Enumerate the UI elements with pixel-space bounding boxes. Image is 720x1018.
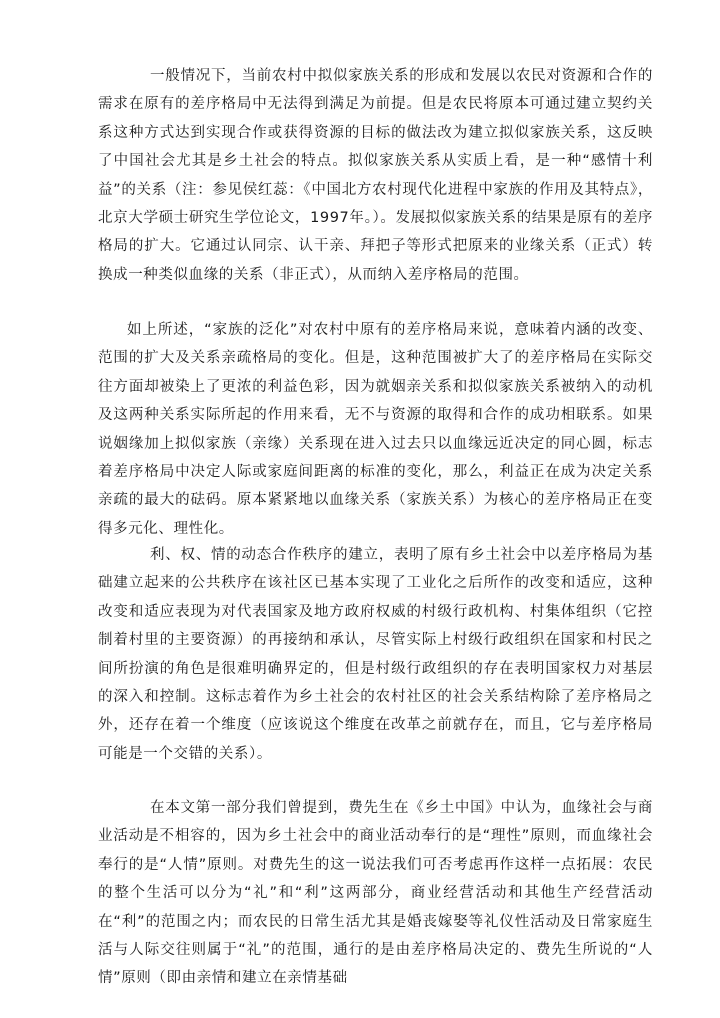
paragraph-1: 一般情况下，当前农村中拟似家族关系的形成和发展以农民对资源和合作的需求在原有的差序格局中无法得到满足为前提。但是农民将原本可通过建立契约关系这种方式达到实现合作或获得资源的目标的做法改为建立拟似家族关系，这反映了中国社会尤其是乡土社会的特点。拟似家族关系从实质上看，是一种“感情十利益”的关系（注：参见侯红蕊：《中国北方农村现代化进程中家族的作用及其特点》，北京大学硕士研究生学位论文，1997年。）。发展拟似家族关系的结果是原有的差序格局的扩大。它通过认同宗、认干亲、拜把子等形式把原来的业缘关系（正式）转换成一种类似血缘的关系（非正式），从而纳入差序格局的范围。 <box>98 68 653 283</box>
paragraph-2: 如上所述，“家族的泛化”对农村中原有的差序格局来说，意味着内涵的改变、范围的扩大及关系亲疏格局的变化。但是，这种范围被扩大了的差序格局在实际交往方面却被染上了更浓的利益色彩，因为就姻亲关系和拟似家族关系被纳入的动机及这两种关系实际所起的作用来看，无不与资源的取得和合作的成功相联系。如果说姻缘加上拟似家族（亲缘）关系现在进入过去只以血缘远近决定的同心圆，标志着差序格局中决定人际或家庭间距离的标准的变化，那么，利益正在成为决定关系亲疏的最大的砝码。原本紧紧地以血缘关系（家族关系）为核心的差序格局正在变得多元化、理性化。 <box>98 322 653 537</box>
paragraph-3: 利、权、情的动态合作秩序的建立，表明了原有乡土社会中以差序格局为基础建立起来的公共秩序在该社区已基本实现了工业化之后所作的改变和适应，这种改变和适应表现为对代表国家及地方政府权威的村级行政机构、村集体组织（它控制着村里的主要资源）的再接纳和承认，尽管实际上村级行政组织在国家和村民之间所扮演的角色是很难明确界定的，但是村级行政组织的存在表明国家权力对基层的深入和控制。这标志着作为乡土社会的农村社区的社会关系结构除了差序格局之外，还存在着一个维度（应该说这个维度在改革之前就存在，而且，它与差序格局可能是一个交错的关系）。 <box>98 547 653 762</box>
paragraph-4: 在本文第一部分我们曾提到，费先生在《乡土中国》中认为，血缘社会与商业活动是不相容的，因为乡土社会中的商业活动奉行的是“理性”原则，而血缘社会奉行的是“人情”原则。对费先生的这一说法我们可否考虑再作这样一点拓展：农民的整个生活可以分为“礼”和“利”这两部分，商业经营活动和其他生产经营活动在“利”的范围之内；而农民的日常生活尤其是婚丧嫁娶等礼仪性活动及日常家庭生活与人际交往则属于“礼”的范围，通行的是由差序格局决定的、费先生所说的“人情”原则（即由亲情和建立在亲情基础 <box>98 800 653 987</box>
